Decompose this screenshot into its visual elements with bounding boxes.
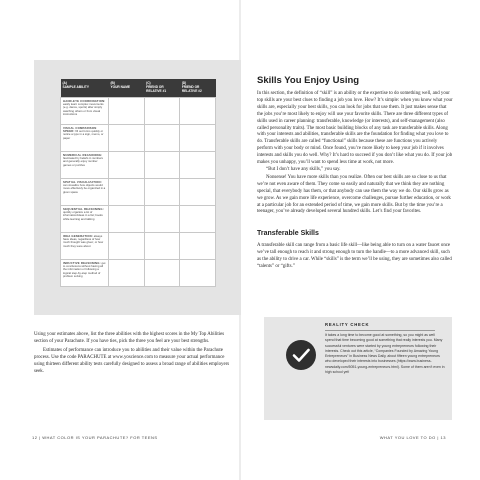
ability-cell xyxy=(61,233,109,260)
your-name-cell[interactable] xyxy=(109,125,145,152)
section-heading: Skills You Enjoy Using xyxy=(257,75,360,86)
table-row xyxy=(61,125,216,152)
ability-description: can visualize how objects would move effectively be organized in a given space xyxy=(63,182,106,194)
ability-description: fill out forms quickly or notice a typo in a sign, memo, or paper xyxy=(63,128,104,140)
ability-cell xyxy=(61,206,109,233)
header-your-name: (B) YOUR NAME xyxy=(109,79,145,98)
friend-2-cell[interactable] xyxy=(180,125,216,152)
table-row xyxy=(61,152,216,179)
your-name-cell[interactable] xyxy=(109,152,145,179)
ability-description: quickly organize a lot of information/ideas in a list; books while learning and talking xyxy=(63,209,103,221)
ability-title: SPATIAL VISUALIZATION: xyxy=(63,179,102,184)
header-friend-2: (D) FRIEND OR RELATIVE #2 xyxy=(180,79,216,98)
friend-1-cell[interactable] xyxy=(144,179,180,206)
subheading: Transferable Skills xyxy=(257,230,319,237)
ability-cell xyxy=(61,179,109,206)
ability-description: easily learn complex movements (e.g. dance, sports) after simply watching others or from visual instructions xyxy=(63,101,104,117)
your-name-cell[interactable] xyxy=(109,98,145,125)
your-name-cell[interactable] xyxy=(109,179,145,206)
left-page-folio: 12 | WHAT COLOR IS YOUR PARACHUTE? FOR TEENS xyxy=(32,435,158,440)
your-name-cell[interactable] xyxy=(109,233,145,260)
header-sample-ability: (A) SAMPLE ABILITY xyxy=(61,79,109,98)
ability-description: always have ideas, regardless of how much thought was given; or how much they were about xyxy=(63,233,104,248)
friend-2-cell[interactable] xyxy=(180,152,216,179)
ability-title: IDEA GENERATION: xyxy=(63,233,93,238)
header-friend-1: (C) FRIEND OR RELATIVE #1 xyxy=(144,79,180,98)
paragraph: Estimates of performance can introduce you to abilities and their value within the Parachute process. Use the code PARACHUTE at www.yoscience.com to measure your actual performance using thirteen different ability tests carefully designed to assess a broad range of abilities employers seek. xyxy=(34,348,230,375)
right-page-body xyxy=(257,91,453,217)
ability-title: INDUCTIVE REASONING: xyxy=(63,260,101,265)
ability-cell xyxy=(61,98,109,125)
your-name-cell[interactable] xyxy=(109,260,145,287)
check-circle-icon xyxy=(286,340,316,370)
ability-table-header xyxy=(61,79,216,98)
friend-2-cell[interactable] xyxy=(180,233,216,260)
table-row xyxy=(61,98,216,125)
paragraph: In this section, the definition of “skill” is an ability or the expertise to do something well, and your top skills are your best clues to finding a job you love. How? It’s simple: when you know what your skills are, especially your best skills, you can look for jobs that use them. It just makes sense that the jobs you’re most likely to enjoy will use your favorite skills. There are three different types of skills used in career planning: transferable, knowledge (or interests), and self-management (also called personality traits). The most basic building blocks of any task are transferable skills. Along with your interests and abilities, transferable skills are the foundation for finding what you love to do. Transferable skills are called “functional” skills because these are functions you actively perform with your body or mind. Once found, you’re more likely to keep your job if it involves interests and skills you do well. Why? It’s hard to succeed if you don’t like what you do. If your job makes you unhappy, you’ll want to spend less time at work, not more. xyxy=(257,91,453,166)
ability-title: VISUAL COMPARISON SPEED: xyxy=(63,125,97,133)
paragraph: Nonsense! You have more skills than you realize. Often our best skills are so close to us that we’re not even aware of them. They come so easily and naturally that we think they are nothing special, that everybody has them, or that anybody can use them the way we do. Our skills grow as we grow. As we gain more life experience, overcome challenges, pursue further education, or work at a particular job for an extended period of time, we gain more skills. But by the time you’re a teenager, you’ve already developed several hundred skills. Let’s find your favorites. xyxy=(257,174,451,215)
friend-2-cell[interactable] xyxy=(180,98,216,125)
right-page-folio: WHAT YOU LOVE TO DO | 13 xyxy=(379,435,446,440)
divider xyxy=(325,330,435,331)
ability-title: SEQUENTIAL REASONING: xyxy=(63,206,104,211)
right-page-body-2 xyxy=(257,243,453,271)
table-row xyxy=(61,179,216,206)
friend-1-cell[interactable] xyxy=(144,125,180,152)
reality-check-text: It takes a long time to become good at something, so you might as well spend that time becoming good at something that really interests you. Many successful ventures were started by young entrepreneurs following their interests. Check out this article, “Companies Founded by Amazing Young Entrepreneurs” in Business News Daily, about fifteen young entrepreneurs who developed their interests into businesses (https://www.business-newsdaily.com/5051-young-entrepreneurs.html). Some of them aren’t even in high school yet! xyxy=(325,333,445,375)
ability-cell xyxy=(61,152,109,179)
ability-title: HAND-EYE COORDINATION: xyxy=(63,98,106,103)
table-row xyxy=(61,260,216,287)
friend-2-cell[interactable] xyxy=(180,206,216,233)
ability-title: NUMERICAL REASONING: xyxy=(63,152,103,157)
paragraph: “But I don’t have any skills,” you say. xyxy=(266,167,341,173)
friend-2-cell[interactable] xyxy=(180,179,216,206)
friend-2-cell[interactable] xyxy=(180,260,216,287)
friend-1-cell[interactable] xyxy=(144,260,180,287)
ability-cell xyxy=(61,125,109,152)
reality-check-title: REALITY CHECK xyxy=(325,322,370,327)
table-row xyxy=(61,233,216,260)
ability-description: get to conclusions without having all the information or following a logical step-by-step method of problem solving xyxy=(63,260,106,279)
your-name-cell[interactable] xyxy=(109,206,145,233)
friend-1-cell[interactable] xyxy=(144,98,180,125)
paragraph: Using your estimates above, list the three abilities with the highest scores in the My Top Abilities section of your Parachute. If you have ties, pick the three you feel are your best strengths. xyxy=(34,332,225,345)
table-row xyxy=(61,206,216,233)
reality-check-box xyxy=(264,317,452,420)
friend-1-cell[interactable] xyxy=(144,233,180,260)
friend-1-cell[interactable] xyxy=(144,152,180,179)
paragraph: A transferable skill can range from a basic life skill—like being able to turn on a water faucet once we’ve tall enough to reach it and strong enough to turn the handle—to a more advanced skill, such as the ability to drive a car. While “skills” is the term we’ll be using, they are sometimes also called “talents” or “gifts.” xyxy=(257,243,452,269)
left-page-body xyxy=(34,331,230,378)
ability-table xyxy=(60,79,216,287)
ability-description: fascinated by beliefs in numbers and generally enjoy number games or puzzles xyxy=(63,155,103,167)
ability-cell xyxy=(61,260,109,287)
friend-1-cell[interactable] xyxy=(144,206,180,233)
